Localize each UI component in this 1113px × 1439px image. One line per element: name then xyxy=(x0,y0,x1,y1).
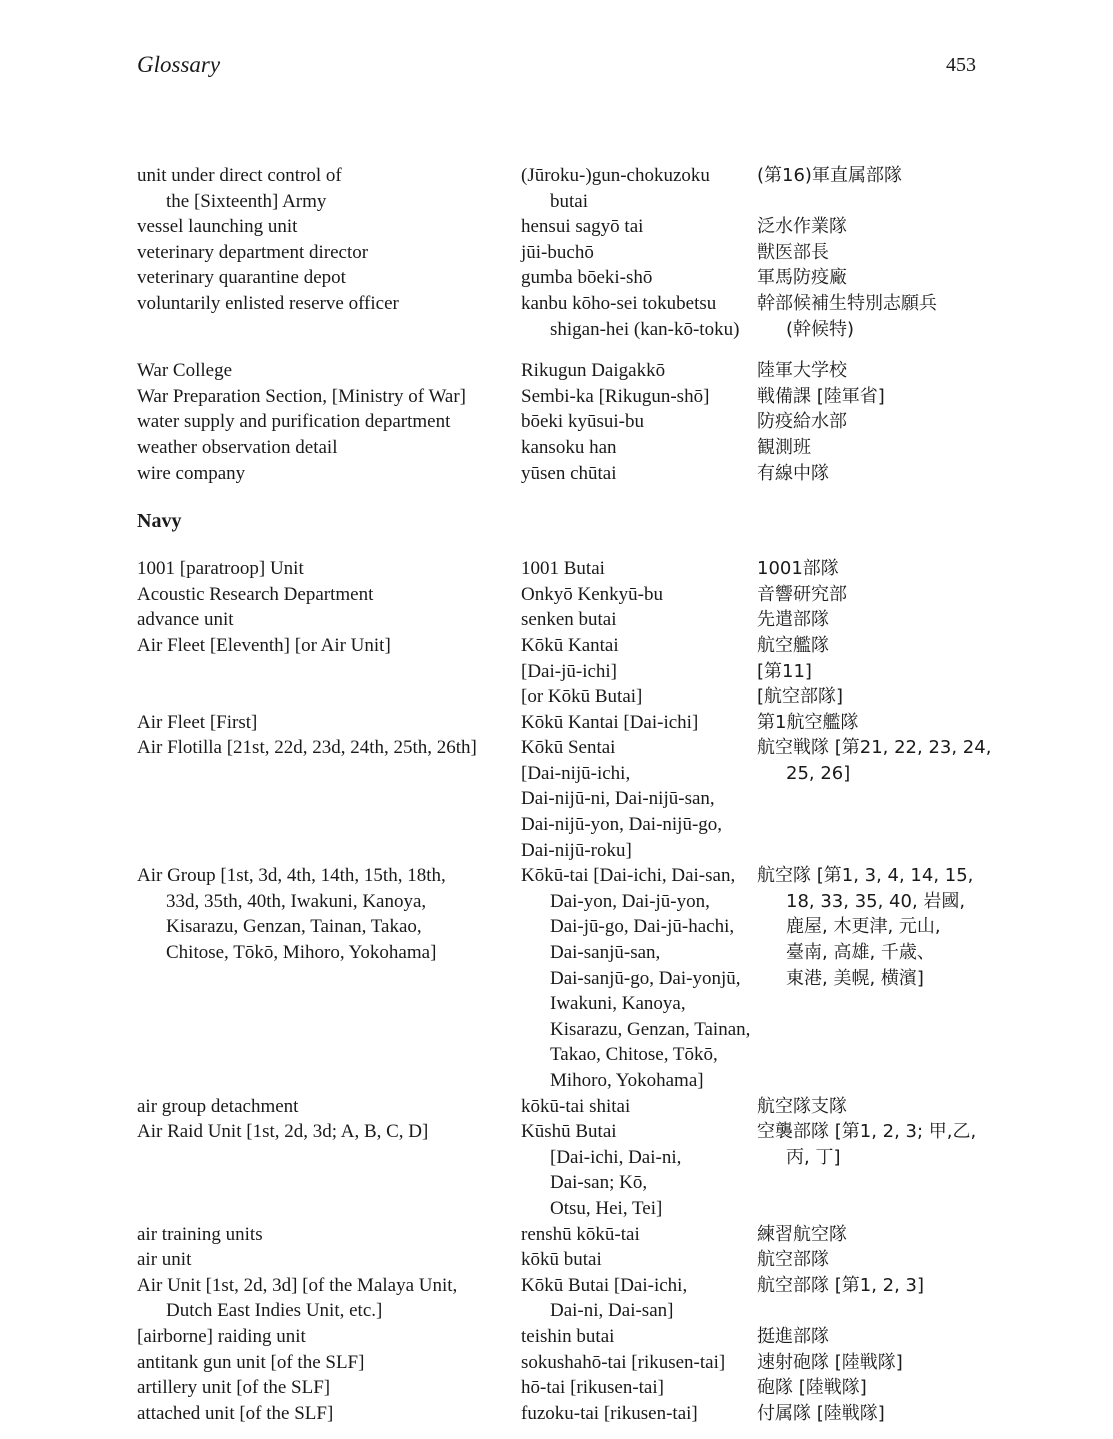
english-term-line: Air Group [1st, 3d, 4th, 14th, 15th, 18th, xyxy=(137,865,446,887)
romanized-term-line: Dai-nijū-yon, Dai-nijū-go, xyxy=(521,814,723,836)
english-term-line: Kisarazu, Genzan, Tainan, Takao, xyxy=(166,916,422,938)
romanized-term xyxy=(521,1375,757,1401)
japanese-term-line: 丙, 丁] xyxy=(786,1146,841,1168)
japanese-term-line: 観測班 xyxy=(757,436,811,458)
navy-entries xyxy=(137,556,992,1426)
english-term-line: veterinary quarantine depot xyxy=(137,267,346,289)
english-term xyxy=(137,1247,521,1273)
romanized-term-line: Iwakuni, Kanoya, xyxy=(550,993,686,1015)
english-term-line: Air Fleet [Eleventh] [or Air Unit] xyxy=(137,634,391,656)
japanese-term xyxy=(757,1324,977,1350)
romanized-term-line: [Dai-jū-ichi] xyxy=(521,660,618,682)
japanese-term xyxy=(757,1350,977,1376)
japanese-term-line: 25, 26] xyxy=(786,762,851,784)
japanese-term xyxy=(757,710,977,736)
glossary-entry xyxy=(137,1375,977,1401)
romanized-term-line: [or Kōkū Butai] xyxy=(521,686,643,708)
glossary-entry xyxy=(137,214,977,240)
romanized-term-line: sokushahō-tai [rikusen-tai] xyxy=(521,1351,726,1373)
english-term xyxy=(137,1273,521,1324)
romanized-term-line: Dai-sanjū-san, xyxy=(550,942,661,964)
romanized-term xyxy=(521,409,757,435)
english-term xyxy=(137,863,521,1093)
japanese-term xyxy=(757,409,977,435)
page-number: 453 xyxy=(946,54,976,76)
romanized-term xyxy=(521,240,757,266)
romanized-term-line: Kōkū Sentai xyxy=(521,737,616,759)
romanized-term xyxy=(521,265,757,291)
japanese-term-line: 砲隊 [陸戦隊] xyxy=(757,1377,867,1399)
japanese-term-line: 航空隊支隊 xyxy=(757,1095,847,1117)
glossary-entry xyxy=(137,435,977,461)
japanese-term-line: [第11] xyxy=(757,660,812,682)
japanese-term-line: 練習航空隊 xyxy=(757,1223,847,1245)
romanized-term-line: bōeki kyūsui-bu xyxy=(521,411,644,433)
glossary-entry xyxy=(137,1222,977,1248)
english-term-line: the [Sixteenth] Army xyxy=(166,190,327,212)
romanized-term xyxy=(521,556,757,582)
english-term-line: Dutch East Indies Unit, etc.] xyxy=(166,1300,383,1322)
english-term xyxy=(137,1222,521,1248)
romanized-term-line: Kōkū Kantai xyxy=(521,634,619,656)
japanese-term xyxy=(757,291,977,342)
english-term-line: veterinary department director xyxy=(137,241,369,263)
army-entries xyxy=(137,163,977,486)
japanese-term-line: 東港, 美幌, 横濱] xyxy=(786,967,924,989)
english-term xyxy=(137,461,521,487)
english-term-line: air unit xyxy=(137,1249,192,1271)
japanese-term-line: 先遣部隊 xyxy=(757,609,829,631)
romanized-term-line: senken butai xyxy=(521,609,617,631)
romanized-term-line: [Dai-ichi, Dai-ni, xyxy=(550,1146,682,1168)
romanized-term xyxy=(521,358,757,384)
romanized-term xyxy=(521,1273,757,1324)
english-term xyxy=(137,1119,521,1221)
japanese-term-line: 臺南, 高雄, 千歳、 xyxy=(786,942,935,964)
romanized-term-line: Takao, Chitose, Tōkō, xyxy=(550,1044,718,1066)
english-term xyxy=(137,214,521,240)
japanese-term-line: 防疫給水部 xyxy=(757,411,847,433)
japanese-term-line: 速射砲隊 [陸戦隊] xyxy=(757,1351,903,1373)
japanese-term xyxy=(757,1119,977,1221)
english-term-line: advance unit xyxy=(137,609,234,631)
glossary-table xyxy=(137,163,992,1426)
romanized-term xyxy=(521,435,757,461)
english-term xyxy=(137,163,521,214)
romanized-term xyxy=(521,633,757,710)
english-term xyxy=(137,291,521,342)
glossary-entry xyxy=(137,1324,977,1350)
japanese-term xyxy=(757,435,977,461)
japanese-term xyxy=(757,582,977,608)
japanese-term-line: 航空戦隊 [第21, 22, 23, 24, xyxy=(757,737,992,759)
romanized-term xyxy=(521,710,757,736)
japanese-term xyxy=(757,1273,977,1324)
romanized-term-line: Dai-sanjū-go, Dai-yonjū, xyxy=(550,967,741,989)
japanese-term-line: (幹候特) xyxy=(786,318,855,340)
japanese-term xyxy=(757,863,977,1093)
glossary-entry xyxy=(137,1094,977,1120)
english-term xyxy=(137,582,521,608)
romanized-term-line: Otsu, Hei, Tei] xyxy=(550,1197,663,1219)
glossary-entry xyxy=(137,1119,977,1221)
romanized-term-line: Kōkū-tai [Dai-ichi, Dai-san, xyxy=(521,865,736,887)
japanese-term-line: 航空部隊 xyxy=(757,1249,829,1271)
romanized-term-line: kansoku han xyxy=(521,436,617,458)
english-term xyxy=(137,735,521,863)
glossary-entry xyxy=(137,1247,977,1273)
english-term-line: Chitose, Tōkō, Mihoro, Yokohama] xyxy=(166,942,437,964)
glossary-entry xyxy=(137,384,977,410)
english-term-line: Air Fleet [First] xyxy=(137,711,258,733)
glossary-entry xyxy=(137,1401,977,1427)
section-heading-navy: Navy xyxy=(137,510,182,533)
romanized-term xyxy=(521,384,757,410)
romanized-term-line: teishin butai xyxy=(521,1325,615,1347)
romanized-term xyxy=(521,1247,757,1273)
romanized-term xyxy=(521,607,757,633)
english-term xyxy=(137,633,521,710)
japanese-term-line: 泛水作業隊 xyxy=(757,216,847,238)
romanized-term-line: kōkū butai xyxy=(521,1249,602,1271)
english-term xyxy=(137,435,521,461)
english-term-line: Acoustic Research Department xyxy=(137,583,374,605)
glossary-entry xyxy=(137,409,977,435)
romanized-term-line: gumba bōeki-shō xyxy=(521,267,653,289)
japanese-term-line: 航空艦隊 xyxy=(757,634,829,656)
english-term xyxy=(137,409,521,435)
romanized-term xyxy=(521,163,757,214)
japanese-term-line: 幹部候補生特別志願兵 xyxy=(757,292,937,314)
romanized-term xyxy=(521,735,757,863)
romanized-term-line: kanbu kōho-sei tokubetsu xyxy=(521,292,717,314)
japanese-term xyxy=(757,265,977,291)
romanized-term-line: Kōkū Butai [Dai-ichi, xyxy=(521,1274,688,1296)
glossary-entry xyxy=(137,163,977,214)
romanized-term-line: butai xyxy=(550,190,588,212)
japanese-term xyxy=(757,607,977,633)
entry-spacer xyxy=(137,342,977,358)
english-term-line: War College xyxy=(137,360,233,382)
japanese-term xyxy=(757,1094,977,1120)
romanized-term-line: Kisarazu, Genzan, Tainan, xyxy=(550,1018,751,1040)
english-term xyxy=(137,358,521,384)
glossary-entry xyxy=(137,358,977,384)
romanized-term-line: Kōkū Kantai [Dai-ichi] xyxy=(521,711,699,733)
romanized-term-line: Dai-yon, Dai-jū-yon, xyxy=(550,890,710,912)
romanized-term-line: shigan-hei (kan-kō-toku) xyxy=(550,318,740,340)
english-term-line: vessel launching unit xyxy=(137,216,298,238)
english-term-line: 33d, 35th, 40th, Iwakuni, Kanoya, xyxy=(166,890,427,912)
japanese-term xyxy=(757,163,977,214)
japanese-term-line: 音響研究部 xyxy=(757,583,847,605)
japanese-term xyxy=(757,1401,977,1427)
english-term-line: [airborne] raiding unit xyxy=(137,1325,306,1347)
japanese-term-line: 1001部隊 xyxy=(757,558,839,580)
japanese-term-line: 鹿屋, 木更津, 元山, xyxy=(786,916,941,938)
english-term xyxy=(137,710,521,736)
romanized-term xyxy=(521,1094,757,1120)
romanized-term xyxy=(521,1324,757,1350)
english-term xyxy=(137,607,521,633)
romanized-term-line: Dai-ni, Dai-san] xyxy=(550,1300,674,1322)
english-term xyxy=(137,1094,521,1120)
english-term-line: artillery unit [of the SLF] xyxy=(137,1377,331,1399)
japanese-term xyxy=(757,1222,977,1248)
japanese-term-line: 18, 33, 35, 40, 岩國, xyxy=(786,890,966,912)
japanese-term-line: 航空部隊 [第1, 2, 3] xyxy=(757,1274,925,1296)
japanese-term-line: 戦備課 [陸軍省] xyxy=(757,385,885,407)
glossary-entry xyxy=(137,863,977,1093)
glossary-entry xyxy=(137,461,977,487)
japanese-term-line: 有線中隊 xyxy=(757,462,829,484)
japanese-term xyxy=(757,384,977,410)
japanese-term-line: [航空部隊] xyxy=(757,686,844,708)
romanized-term xyxy=(521,1350,757,1376)
romanized-term-line: hensui sagyō tai xyxy=(521,216,644,238)
english-term xyxy=(137,556,521,582)
english-term xyxy=(137,384,521,410)
glossary-entry xyxy=(137,633,977,710)
japanese-term xyxy=(757,633,977,710)
glossary-entry xyxy=(137,265,977,291)
english-term xyxy=(137,1350,521,1376)
japanese-term-line: 挺進部隊 xyxy=(757,1325,829,1347)
running-header xyxy=(137,52,976,84)
running-title: Glossary xyxy=(137,52,221,77)
glossary-entry xyxy=(137,710,977,736)
japanese-term-line: 第1航空艦隊 xyxy=(757,711,859,733)
romanized-term-line: 1001 Butai xyxy=(521,558,605,580)
romanized-term xyxy=(521,1119,757,1221)
glossary-entry xyxy=(137,240,977,266)
english-term-line: Air Raid Unit [1st, 2d, 3d; A, B, C, D] xyxy=(137,1121,429,1143)
romanized-term-line: Onkyō Kenkyū-bu xyxy=(521,583,663,605)
glossary-entry xyxy=(137,735,992,863)
english-term xyxy=(137,1401,521,1427)
english-term-line: water supply and purification department xyxy=(137,411,451,433)
romanized-term-line: kōkū-tai shitai xyxy=(521,1095,631,1117)
romanized-term-line: fuzoku-tai [rikusen-tai] xyxy=(521,1402,698,1424)
romanized-term xyxy=(521,461,757,487)
romanized-term xyxy=(521,1401,757,1427)
romanized-term-line: hō-tai [rikusen-tai] xyxy=(521,1377,664,1399)
romanized-term-line: Sembi-ka [Rikugun-shō] xyxy=(521,385,710,407)
japanese-term xyxy=(757,358,977,384)
glossary-entry xyxy=(137,291,977,342)
japanese-term-line: 空襲部隊 [第1, 2, 3; 甲,乙, xyxy=(757,1121,977,1143)
english-term xyxy=(137,1324,521,1350)
japanese-term xyxy=(757,1247,977,1273)
english-term-line: air group detachment xyxy=(137,1095,299,1117)
romanized-term-line: Kūshū Butai xyxy=(521,1121,617,1143)
romanized-term-line: Dai-nijū-ni, Dai-nijū-san, xyxy=(521,788,715,810)
romanized-term-line: Mihoro, Yokohama] xyxy=(550,1070,704,1091)
english-term-line: unit under direct control of xyxy=(137,165,342,186)
glossary-entry xyxy=(137,1350,977,1376)
romanized-term xyxy=(521,582,757,608)
glossary-entry xyxy=(137,582,977,608)
japanese-term xyxy=(757,556,977,582)
japanese-term xyxy=(757,240,977,266)
romanized-term xyxy=(521,214,757,240)
japanese-term xyxy=(757,461,977,487)
japanese-term xyxy=(757,735,991,863)
english-term-line: attached unit [of the SLF] xyxy=(137,1402,334,1424)
japanese-term-line: 軍馬防疫廠 xyxy=(757,267,847,289)
romanized-term-line: Dai-san; Kō, xyxy=(550,1172,648,1194)
romanized-term-line: renshū kōkū-tai xyxy=(521,1223,640,1245)
romanized-term xyxy=(521,1222,757,1248)
english-term-line: Air Flotilla [21st, 22d, 23d, 24th, 25th, 26th] xyxy=(137,737,477,759)
english-term xyxy=(137,1375,521,1401)
romanized-term-line: yūsen chūtai xyxy=(521,462,617,484)
japanese-term xyxy=(757,214,977,240)
english-term-line: air training units xyxy=(137,1223,263,1245)
romanized-term-line: [Dai-nijū-ichi, xyxy=(521,762,631,784)
english-term xyxy=(137,240,521,266)
japanese-term-line: 付属隊 [陸戦隊] xyxy=(757,1402,885,1424)
english-term-line: wire company xyxy=(137,462,246,484)
glossary-entry xyxy=(137,607,977,633)
japanese-term-line: 獣医部長 xyxy=(757,241,829,263)
romanized-term-line: Dai-nijū-roku] xyxy=(521,839,632,861)
english-term-line: voluntarily enlisted reserve officer xyxy=(137,292,399,314)
glossary-entry xyxy=(137,556,977,582)
romanized-term-line: jūi-buchō xyxy=(521,241,594,263)
japanese-term-line: (第16)軍直属部隊 xyxy=(757,165,902,186)
romanized-term xyxy=(521,863,757,1093)
japanese-term xyxy=(757,1375,977,1401)
romanized-term-line: Rikugun Daigakkō xyxy=(521,360,666,382)
english-term-line: War Preparation Section, [Ministry of War] xyxy=(137,385,467,407)
romanized-term-line: (Jūroku-)gun-chokuzoku xyxy=(521,165,710,186)
glossary-entry xyxy=(137,1273,977,1324)
english-term-line: Air Unit [1st, 2d, 3d] [of the Malaya Unit, xyxy=(137,1274,458,1296)
english-term-line: 1001 [paratroop] Unit xyxy=(137,558,304,580)
english-term-line: weather observation detail xyxy=(137,436,338,458)
romanized-term-line: Dai-jū-go, Dai-jū-hachi, xyxy=(550,916,735,938)
romanized-term xyxy=(521,291,757,342)
japanese-term-line: 陸軍大学校 xyxy=(757,360,847,382)
english-term-line: antitank gun unit [of the SLF] xyxy=(137,1351,365,1373)
japanese-term-line: 航空隊 [第1, 3, 4, 14, 15, xyxy=(757,865,974,887)
english-term xyxy=(137,265,521,291)
